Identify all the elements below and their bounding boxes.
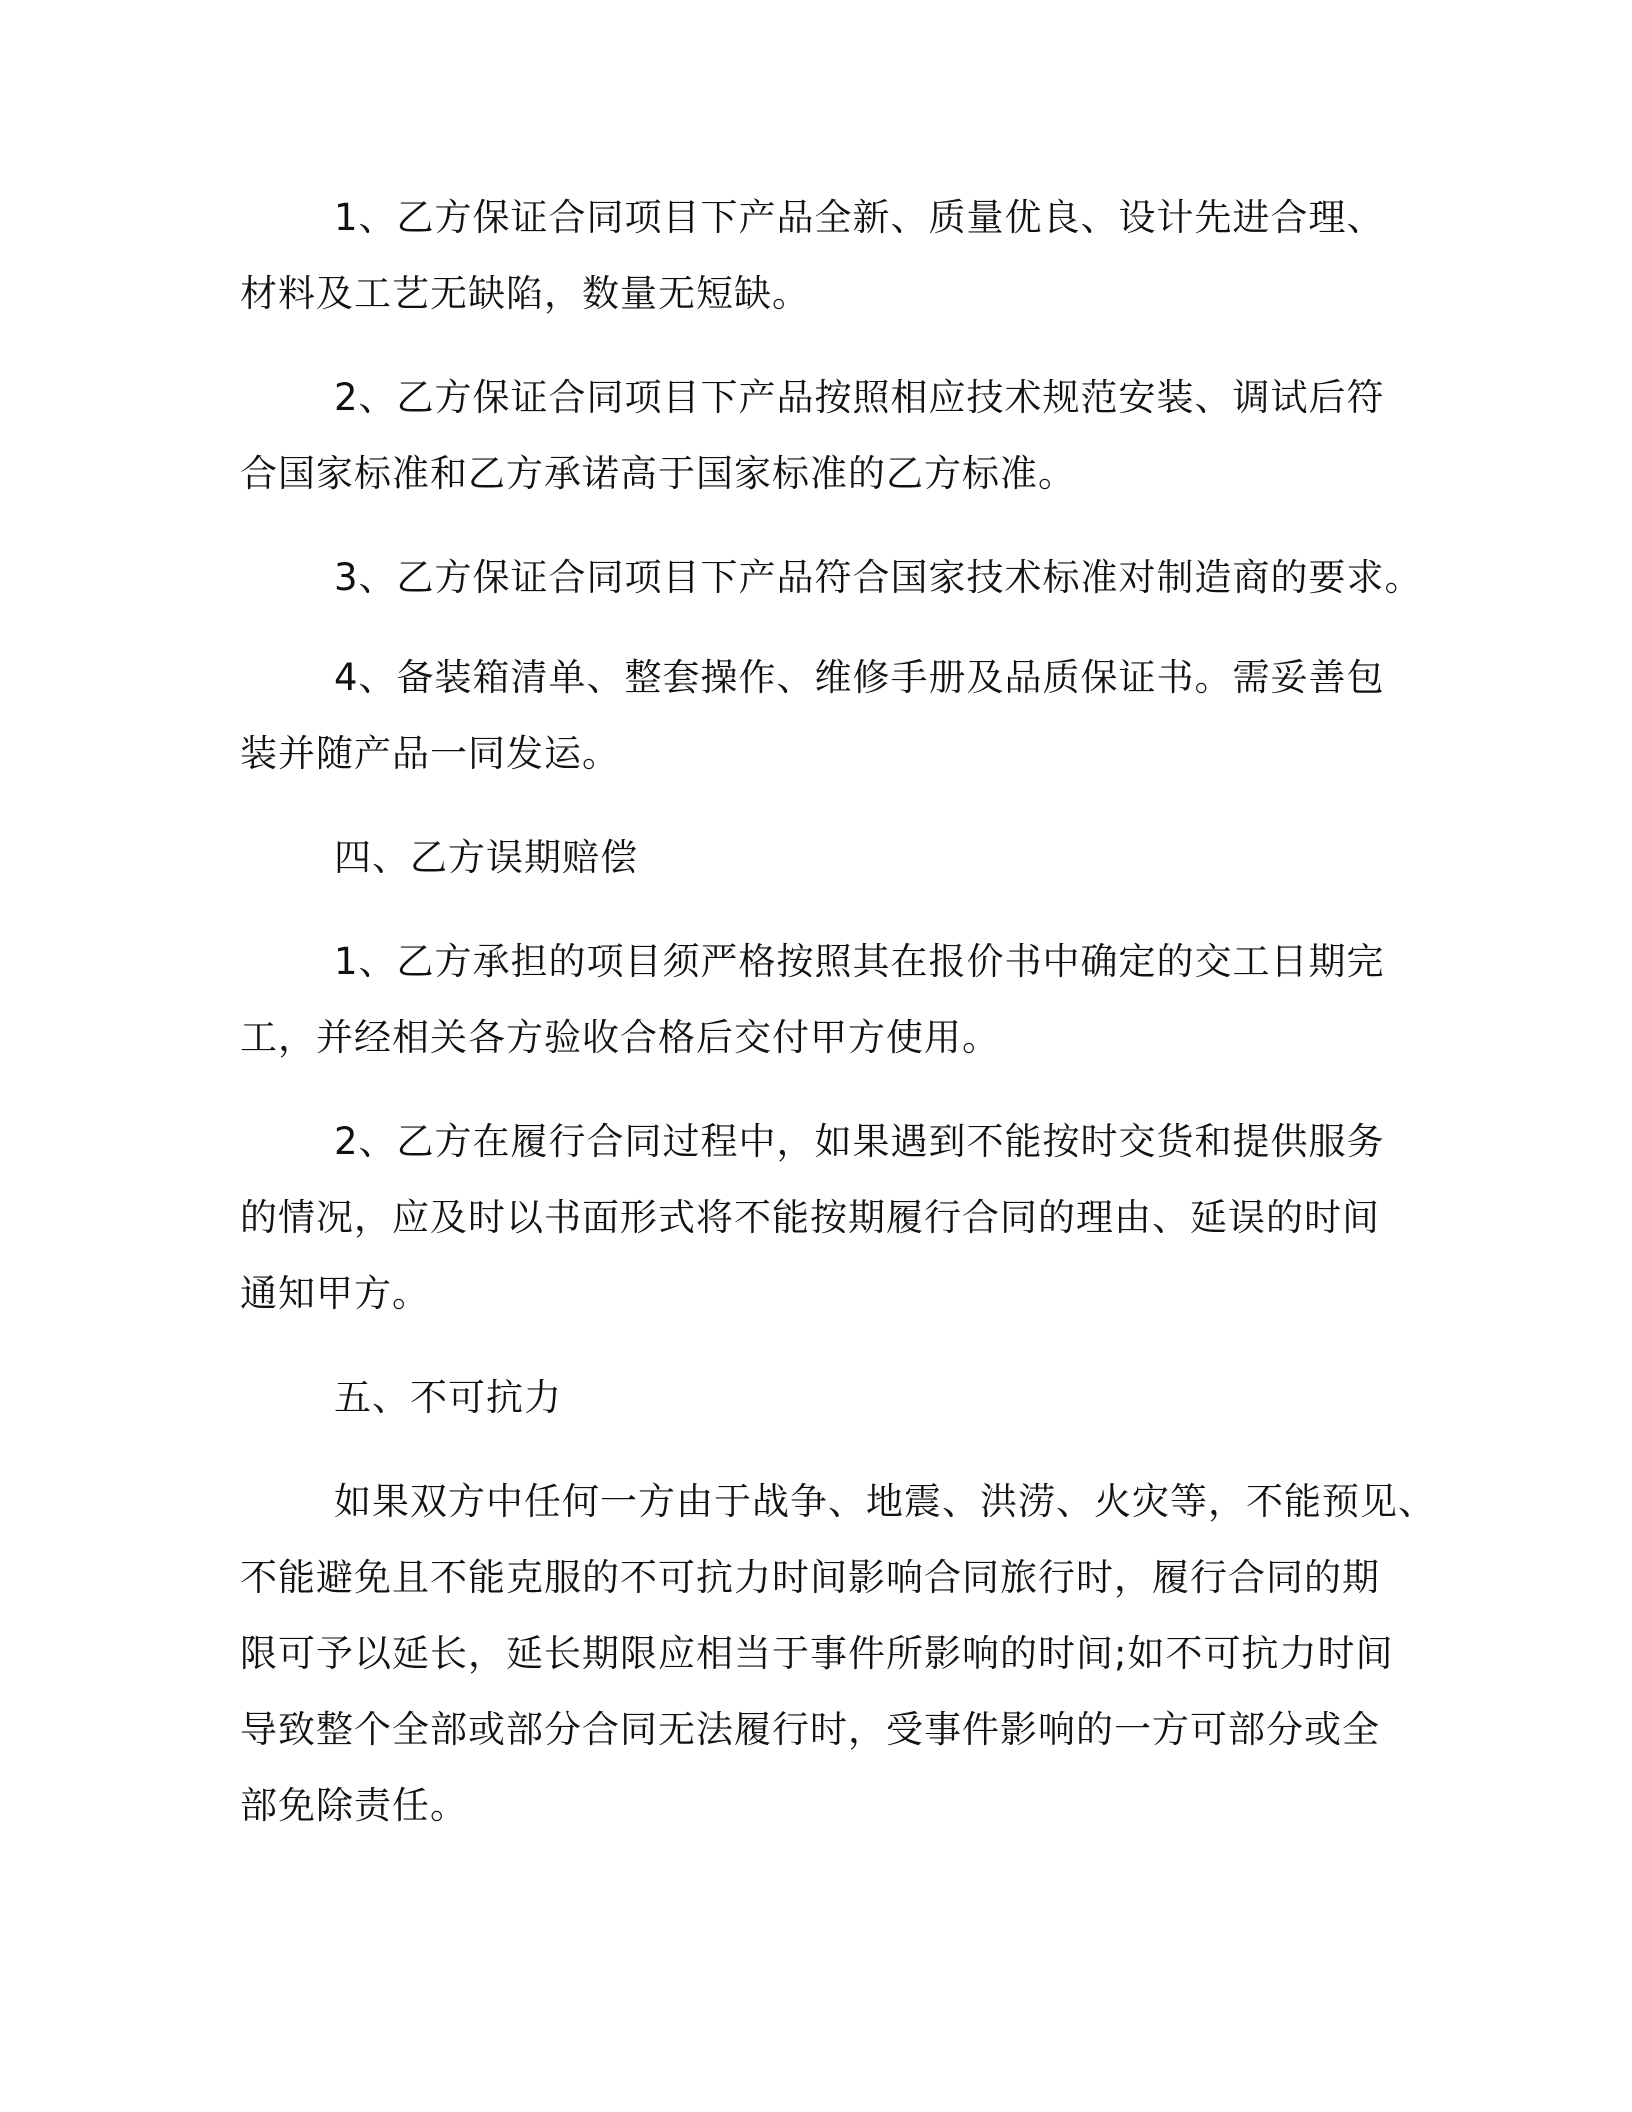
force-majeure-line-1: 如果双方中任何一方由于战争、地震、洪涝、火灾等，不能预见、 — [334, 1480, 1436, 1523]
clause-3-1-line-1: 1、乙方保证合同项目下产品全新、质量优良、设计先进合理、 — [334, 196, 1385, 239]
clause-4-2-line-2: 的情况，应及时以书面形式将不能按期履行合同的理由、延误的时间 — [240, 1196, 1380, 1239]
section-4-heading: 四、乙方误期赔偿 — [334, 836, 638, 879]
clause-4-2-line-3: 通知甲方。 — [240, 1272, 430, 1315]
clause-3-1-line-2: 材料及工艺无缺陷，数量无短缺。 — [240, 272, 810, 315]
force-majeure-line-4: 导致整个全部或部分合同无法履行时，受事件影响的一方可部分或全 — [240, 1708, 1380, 1751]
force-majeure-line-3: 限可予以延长，延长期限应相当于事件所影响的时间;如不可抗力时间 — [240, 1632, 1394, 1675]
clause-4-1-line-1: 1、乙方承担的项目须严格按照其在报价书中确定的交工日期完 — [334, 940, 1385, 983]
clause-4-2-line-1: 2、乙方在履行合同过程中，如果遇到不能按时交货和提供服务 — [334, 1120, 1385, 1163]
clause-3-4-line-2: 装并随产品一同发运。 — [240, 732, 620, 775]
clause-3-2-line-1: 2、乙方保证合同项目下产品按照相应技术规范安装、调试后符 — [334, 376, 1385, 419]
clause-3-2-line-2: 合国家标准和乙方承诺高于国家标准的乙方标准。 — [240, 452, 1076, 495]
force-majeure-line-2: 不能避免且不能克服的不可抗力时间影响合同旅行时，履行合同的期 — [240, 1556, 1380, 1599]
force-majeure-line-5: 部免除责任。 — [240, 1784, 468, 1827]
clause-4-1-line-2: 工，并经相关各方验收合格后交付甲方使用。 — [240, 1016, 1000, 1059]
section-5-heading: 五、不可抗力 — [334, 1376, 562, 1419]
clause-3-4-line-1: 4、备装箱清单、整套操作、维修手册及品质保证书。需妥善包 — [334, 656, 1385, 699]
clause-3-3-line-1: 3、乙方保证合同项目下产品符合国家技术标准对制造商的要求。 — [334, 556, 1423, 599]
